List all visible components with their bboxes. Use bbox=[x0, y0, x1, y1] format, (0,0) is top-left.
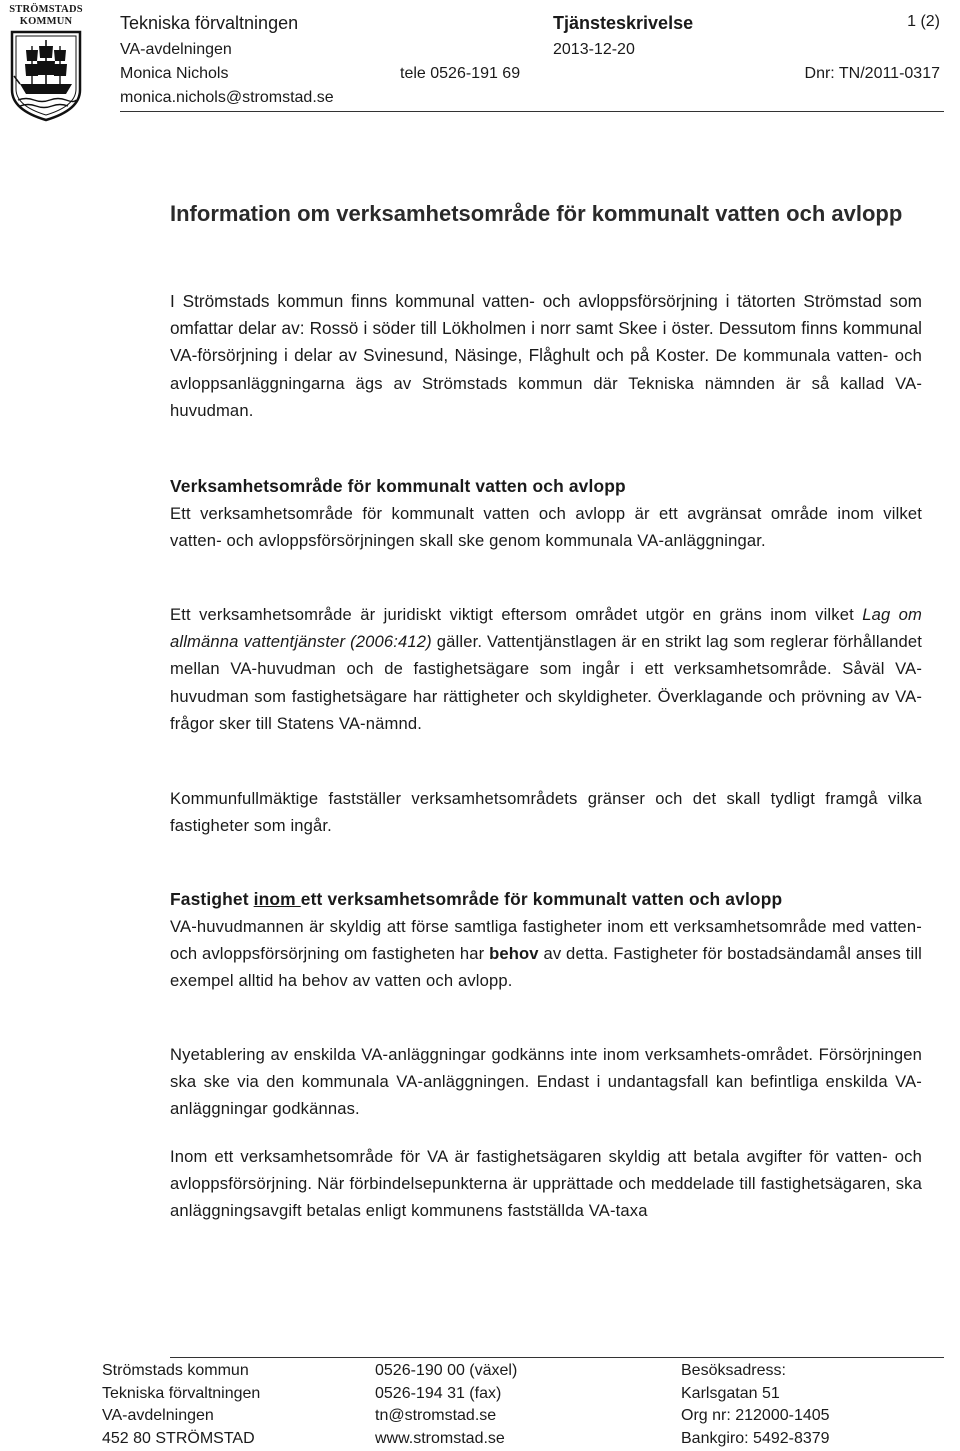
header-phone: tele 0526-191 69 bbox=[400, 65, 521, 82]
paragraph-text: VA-huvudmannen är skyldig att förse samtliga fastigheter inom ett verksamhetsområde med vatten- och avloppsförsörjning om fastigheten har bbox=[170, 917, 922, 964]
section-heading: Verksamhetsområde för kommunalt vatten och avlopp bbox=[170, 476, 626, 496]
footer-line: VA-avdelningen bbox=[102, 1407, 214, 1424]
footer-divider bbox=[170, 1357, 944, 1358]
municipality-logo bbox=[6, 4, 86, 122]
footer-line: Bankgiro: 5492-8379 bbox=[681, 1429, 830, 1447]
intro-block bbox=[170, 288, 922, 424]
paragraph-text: Ett verksamhetsområde är juridiskt viktigt eftersom området utgör en gräns inom vilket bbox=[170, 605, 863, 624]
footer-line: Besöksadress: bbox=[681, 1362, 786, 1379]
intro-text-part-1: I Strömstads kommun finns kommunal vatten- och avloppsförsörjning i tätorten Strömstad som omfattar delar av: Rossö i söder till Lökholmen i norr samt Skee i öster. Dessutom finns kommunal VA-försörjning i delar av Svinesund, Näsinge, Flåghult och på Koster. bbox=[170, 291, 922, 366]
ship-crest-icon bbox=[6, 28, 86, 122]
intro-paragraph bbox=[170, 288, 922, 424]
footer-contact-column bbox=[375, 1360, 517, 1450]
section-new-installations bbox=[170, 1041, 922, 1123]
page-title: Information om verksamhetsområde för kommunalt vatten och avlopp bbox=[170, 201, 903, 226]
footer-line: 0526-190 00 (växel) bbox=[375, 1362, 518, 1379]
section-fees bbox=[170, 1143, 922, 1225]
section-council-paragraph bbox=[170, 785, 922, 839]
intro-text-part-2: De kommunala vatten- och avloppsanläggningarna ägs av Strömstads kommun där Tekniska nämnden är så kallad VA-huvudman. bbox=[170, 346, 922, 420]
document-type: Tjänsteskrivelse bbox=[553, 13, 694, 33]
footer-address-column bbox=[102, 1360, 260, 1450]
footer-line: Tekniska förvaltningen bbox=[102, 1384, 261, 1402]
page-number: 1 (2) bbox=[907, 13, 940, 30]
footer-line: Org nr: 212000-1405 bbox=[681, 1407, 830, 1424]
section-paragraph: Kommunfullmäktige fastställer verksamhetsområdets gränser och det skall tydligt framgå vilka fastigheter som ingår. bbox=[170, 789, 922, 836]
heading-text: ett verksamhetsområde för kommunalt vatten och avlopp bbox=[300, 889, 783, 909]
law-reference: Lag om allmänna vattentjänster (2006:412) bbox=[170, 605, 923, 652]
section-paragraph: Ett verksamhetsområde för kommunalt vatten och avlopp är ett avgränsat område inom vilket vatten- och avloppsförsörjningen skall ske genom kommunala VA-anläggningar. bbox=[170, 504, 922, 551]
footer-line: 0526-194 31 (fax) bbox=[375, 1384, 502, 1402]
section-verksamhetsomrade bbox=[170, 473, 922, 554]
footer-email-link[interactable]: tn@stromstad.se bbox=[375, 1407, 497, 1424]
section-fastighet bbox=[170, 886, 922, 995]
footer-website-link[interactable]: www.stromstad.se bbox=[375, 1429, 505, 1447]
paragraph-text: av detta. Fastigheter för bostadsändamål anses till exempel alltid ha behov av vatten och avlopp. bbox=[170, 944, 922, 991]
footer-line: Strömstads kommun bbox=[102, 1362, 249, 1379]
section-paragraph bbox=[170, 913, 922, 995]
header-author-email[interactable]: monica.nichols@stromstad.se bbox=[120, 89, 334, 106]
footer-line: Karlsgatan 51 bbox=[681, 1384, 780, 1402]
document-date: 2013-12-20 bbox=[553, 41, 635, 58]
paragraph-text: gäller. Vattentjänstlagen är en strikt lag som reglerar förhållandet mellan VA-huvudman och de fastighetsägare som ingår i ett verksamhetsområde. Såväl VA-huvudman som fastighetsägare har rättigheter och skyldigheter. Överklagande och prövning av VA-frågor sker till Statens VA-nämnd. bbox=[170, 632, 922, 733]
section-paragraph: Nyetablering av enskilda VA-anläggningar godkänns inte inom verksamhets-området. Försörjningen ska ske via den kommunala VA-anläggningen. Endast i undantagsfall kan befintliga enskilda VA-anläggningar godkännas. bbox=[170, 1045, 922, 1119]
section-paragraph bbox=[170, 601, 922, 737]
document-reference: Dnr: TN/2011-0317 bbox=[804, 65, 940, 82]
section-heading bbox=[170, 886, 922, 913]
heading-text: Fastighet bbox=[170, 889, 254, 909]
paragraph-emphasis: behov bbox=[489, 944, 539, 964]
header-author-name: Monica Nichols bbox=[120, 65, 229, 82]
header-department: VA-avdelningen bbox=[120, 41, 232, 58]
heading-underlined-text: inom bbox=[253, 889, 301, 909]
header-divider bbox=[120, 111, 944, 112]
footer-line: 452 80 STRÖMSTAD bbox=[102, 1429, 255, 1447]
section-legal-paragraph bbox=[170, 601, 922, 737]
header-organization: Tekniska förvaltningen bbox=[120, 13, 299, 33]
logo-text: STRÖMSTADS KOMMUN bbox=[9, 4, 83, 27]
section-paragraph: Inom ett verksamhetsområde för VA är fastighetsägaren skyldig att betala avgifter för vatten- och avloppsförsörjning. När förbindelsepunkterna är upprättade och meddelade till fastighetsägaren, ska anläggningsavgift betalas enligt kommunens fastställda VA-taxa bbox=[170, 1147, 922, 1221]
footer-details-column bbox=[681, 1360, 830, 1450]
